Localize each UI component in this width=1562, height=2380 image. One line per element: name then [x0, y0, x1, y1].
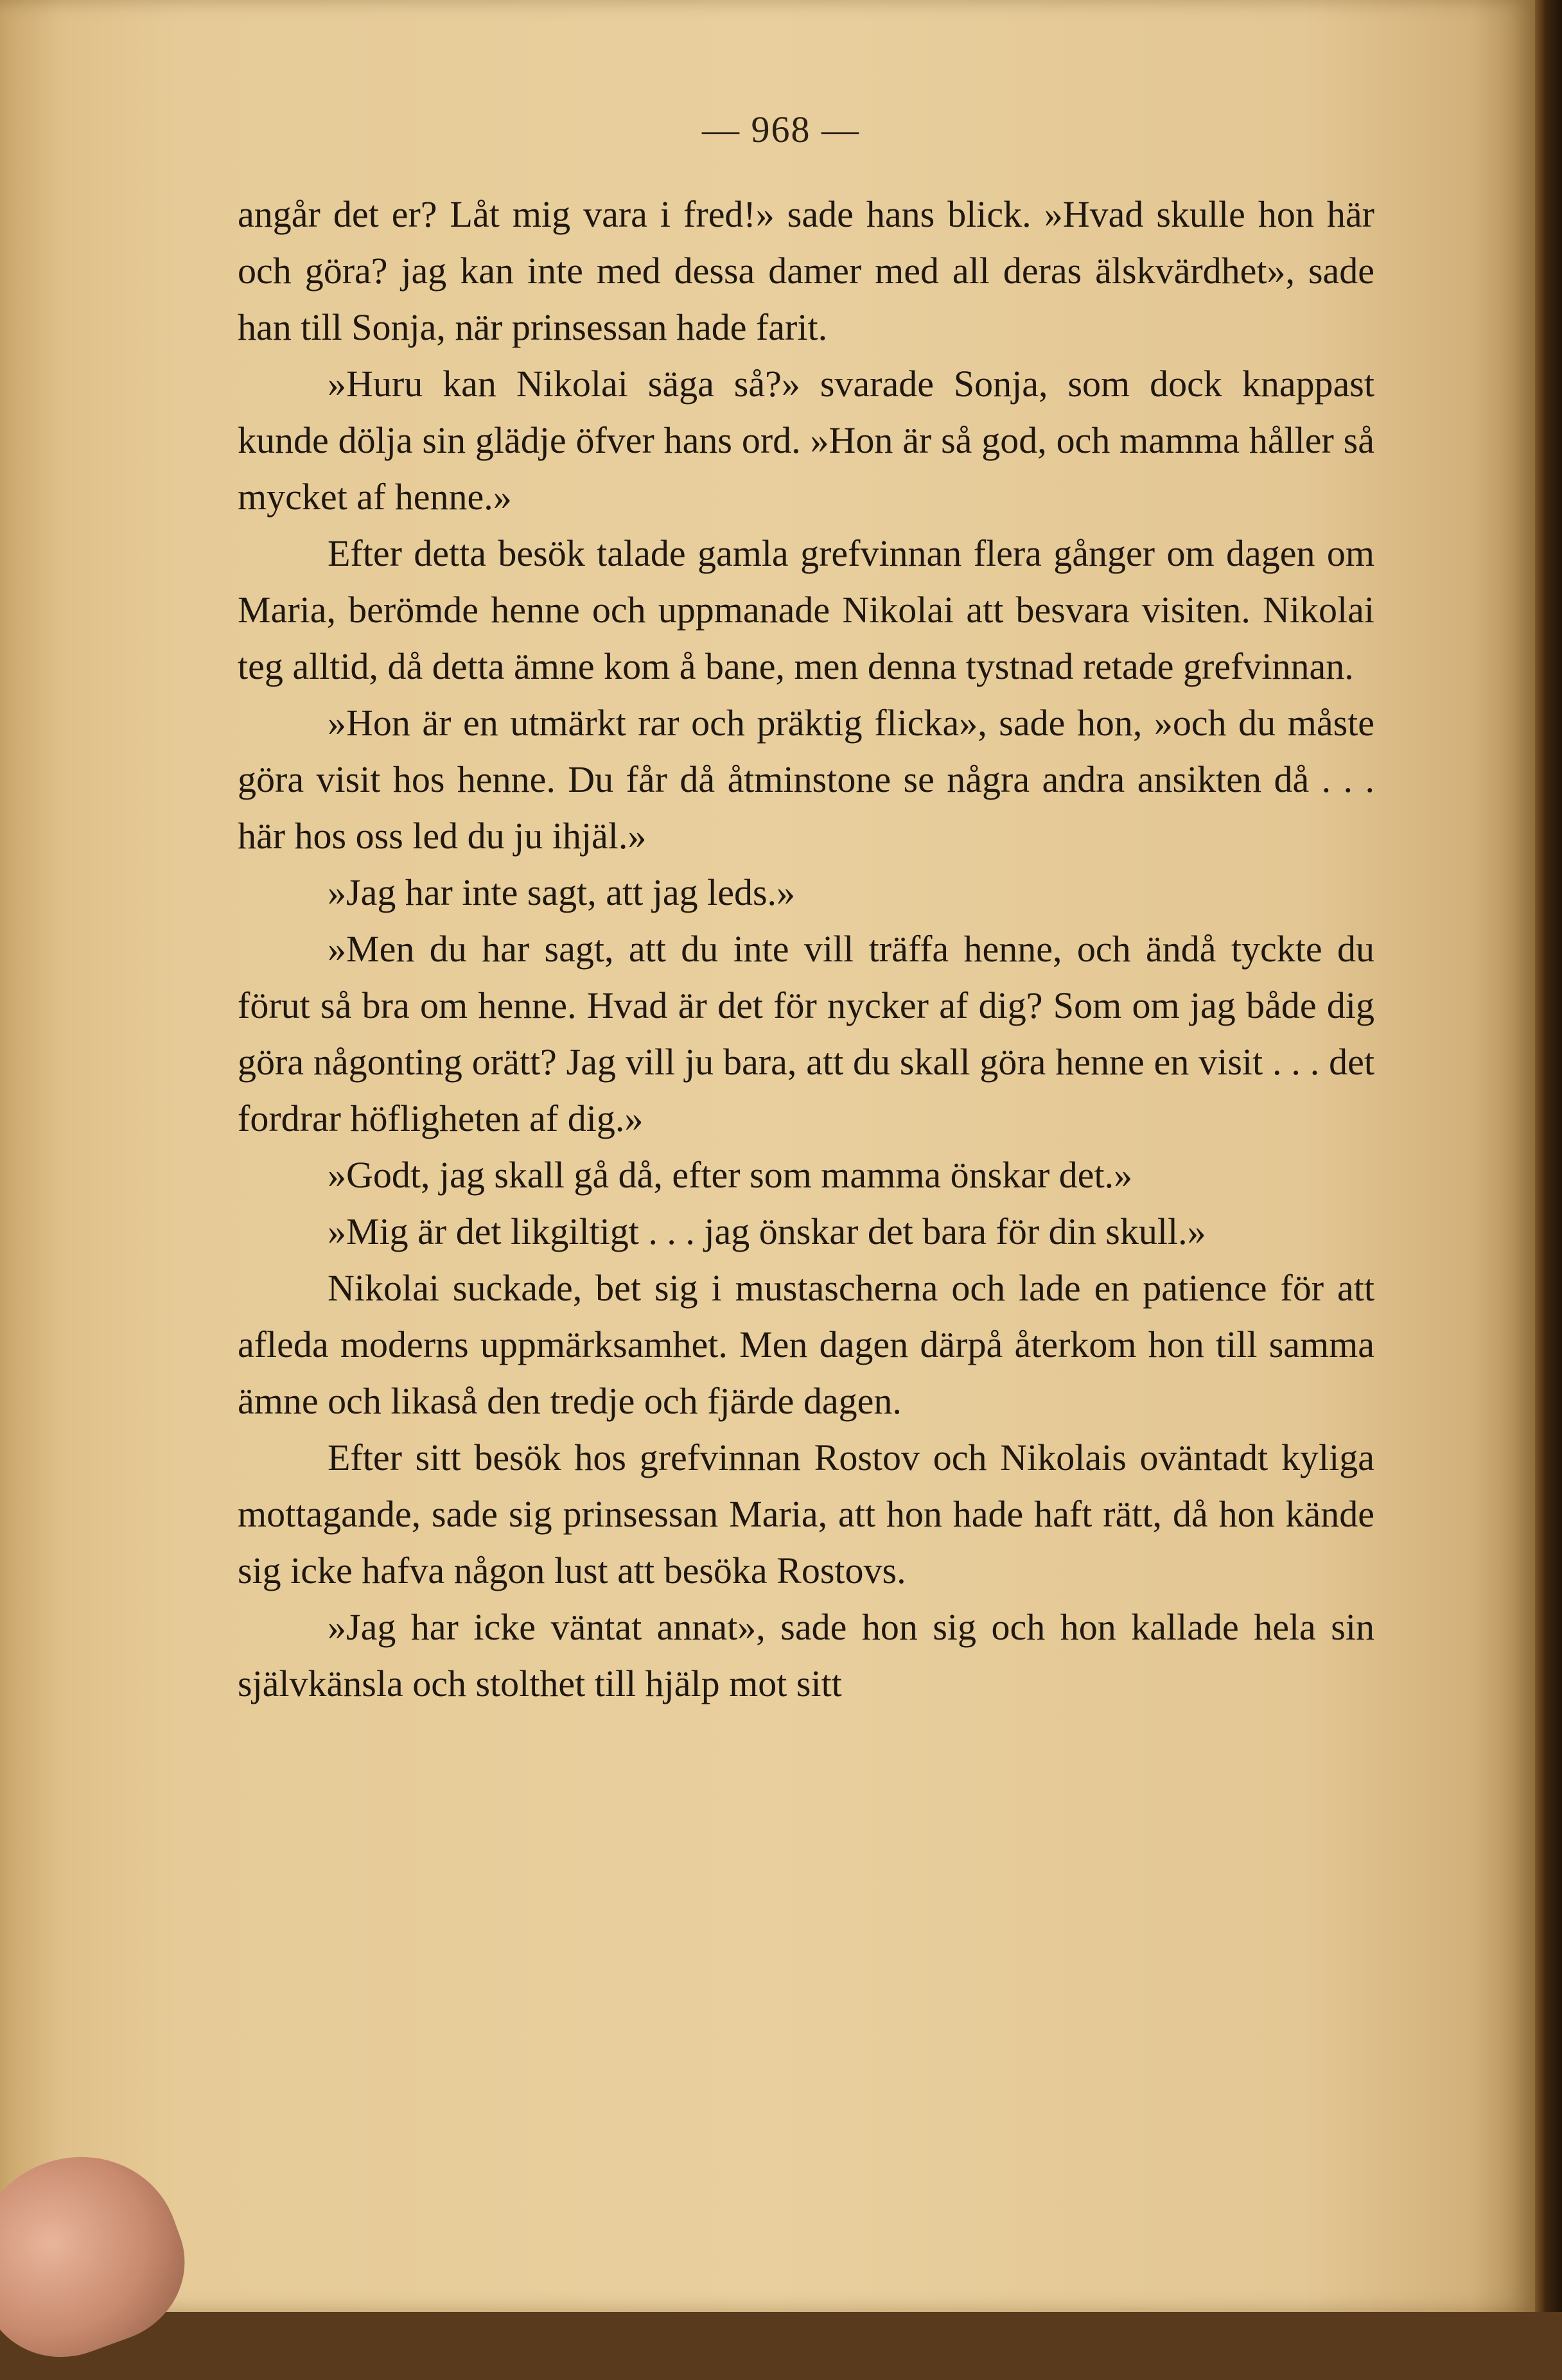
book-spine-edge: [1535, 0, 1562, 2312]
body-text: [238, 186, 1374, 1712]
paragraph-9: Nikolai suckade, bet sig i mustascherna och lade en patience för att afleda moderns uppmärksamhet. Men dagen därpå återkom hon till samma ämne och likaså den tredje och fjärde dagen.: [238, 1267, 1374, 1422]
paragraph-6: »Men du har sagt, att du inte vill träffa henne, och ändå tyckte du förut så bra om henne. Hvad är det för nycker af dig? Som om jag både dig göra någonting orätt? Jag vill ju bara, att du skall göra henne en visit . . . det fordrar höfligheten af dig.»: [238, 928, 1374, 1139]
paragraph-10: Efter sitt besök hos grefvinnan Rostov och Nikolais oväntadt kyliga mottagande, sade sig prinsessan Maria, att hon hade haft rätt, då hon kände sig icke hafva någon lust att besöka Rostovs.: [238, 1437, 1374, 1591]
paragraph-11: »Jag har icke väntat annat», sade hon sig och hon kallade hela sin självkänsla och stolthet till hjälp mot sitt: [238, 1606, 1374, 1704]
page-number: — 968 —: [702, 109, 860, 150]
paragraph-1: angår det er? Låt mig vara i fred!» sade hans blick. »Hvad skulle hon här och göra? jag kan inte med dessa damer med all deras älskvärdhet», sade han till Sonja, när prinsessan hade farit.: [238, 193, 1374, 348]
paragraph-5: »Jag har inte sagt, att jag leds.»: [328, 871, 796, 913]
paragraph-7: »Godt, jag skall gå då, efter som mamma önskar det.»: [328, 1154, 1133, 1196]
paragraph-4: »Hon är en utmärkt rar och präktig flicka», sade hon, »och du måste göra visit hos henne. Du får då åtminstone se några andra ansikten då . . . här hos oss led du ju ihjäl.»: [238, 702, 1374, 857]
paragraph-8: »Mig är det likgiltigt . . . jag önskar det bara för din skull.»: [328, 1211, 1206, 1252]
paragraph-2: »Huru kan Nikolai säga så?» svarade Sonja, som dock knappast kunde dölja sin glädje öfver hans ord. »Hon är så god, och mamma håller så mycket af henne.»: [238, 363, 1374, 518]
paragraph-3: Efter detta besök talade gamla grefvinnan flera gånger om dagen om Maria, berömde henne och uppmanade Nikolai att besvara visiten. Nikolai teg alltid, då detta ämne kom å bane, men denna tystnad retade grefvinnan.: [238, 532, 1374, 687]
